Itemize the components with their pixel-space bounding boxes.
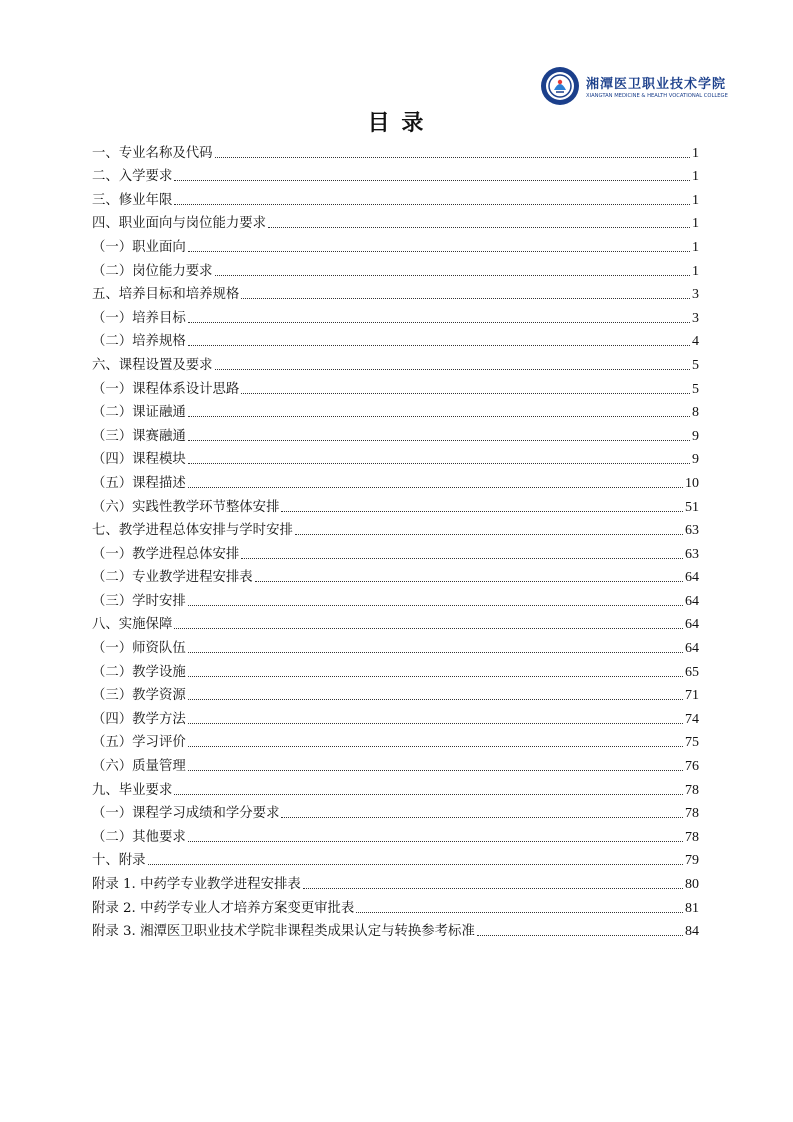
toc-entry-page-number: 3 bbox=[692, 310, 699, 326]
toc-entry-page-number: 4 bbox=[692, 334, 699, 350]
logo-text-cn: 湘潭医卫职业技术学院 bbox=[586, 77, 727, 92]
toc-entry[interactable] bbox=[92, 728, 699, 752]
toc-entry-page-number: 1 bbox=[692, 239, 699, 255]
toc-leader-dots bbox=[477, 935, 683, 936]
toc-leader-dots bbox=[281, 817, 683, 818]
toc-leader-dots bbox=[188, 345, 690, 346]
toc-leader-dots bbox=[188, 841, 683, 842]
toc-entry-page-number: 78 bbox=[685, 782, 699, 798]
toc-entry-page-number: 1 bbox=[692, 192, 699, 208]
toc-leader-dots bbox=[188, 652, 683, 653]
toc-entry-page-number: 5 bbox=[692, 357, 699, 373]
toc-entry[interactable] bbox=[92, 398, 699, 422]
toc-leader-dots bbox=[148, 864, 683, 865]
toc-entry-label: （一）课程学习成绩和学分要求 bbox=[92, 806, 280, 822]
toc-entry[interactable] bbox=[92, 232, 699, 256]
toc-entry-label: 附录 2. 中药学专业人才培养方案变更审批表 bbox=[92, 900, 355, 916]
toc-entry-label: （二）课证融通 bbox=[92, 405, 186, 421]
toc-leader-dots bbox=[215, 157, 690, 158]
toc-entry-label: （一）师资队伍 bbox=[92, 641, 186, 657]
toc-entry-page-number: 8 bbox=[692, 405, 699, 421]
table-of-contents bbox=[92, 138, 699, 940]
toc-entry-label: 五、培养目标和培养规格 bbox=[92, 287, 240, 303]
toc-entry[interactable] bbox=[92, 280, 699, 304]
toc-entry-page-number: 51 bbox=[685, 499, 699, 515]
college-emblem-icon bbox=[540, 66, 580, 106]
toc-entry[interactable] bbox=[92, 516, 699, 540]
toc-entry-page-number: 64 bbox=[685, 570, 699, 586]
toc-leader-dots bbox=[188, 463, 690, 464]
toc-entry[interactable] bbox=[92, 162, 699, 186]
toc-entry[interactable] bbox=[92, 185, 699, 209]
toc-entry-page-number: 84 bbox=[685, 924, 699, 940]
toc-entry-page-number: 1 bbox=[692, 263, 699, 279]
toc-leader-dots bbox=[188, 605, 683, 606]
toc-entry[interactable] bbox=[92, 633, 699, 657]
toc-entry-page-number: 71 bbox=[685, 688, 699, 704]
toc-entry-label: 附录 1. 中药学专业教学进程安排表 bbox=[92, 877, 301, 892]
toc-entry-label: 附录 3. 湘潭医卫职业技术学院非课程类成果认定与转换参考标准 bbox=[92, 924, 475, 940]
toc-entry[interactable] bbox=[92, 586, 699, 610]
toc-entry-page-number: 63 bbox=[685, 546, 699, 562]
college-logo bbox=[540, 66, 728, 106]
toc-entry[interactable] bbox=[92, 657, 699, 681]
toc-entry-label: （二）其他要求 bbox=[92, 829, 186, 845]
toc-entry-label: （二）岗位能力要求 bbox=[92, 263, 213, 279]
toc-entry[interactable] bbox=[92, 799, 699, 823]
toc-entry-page-number: 81 bbox=[685, 900, 699, 916]
toc-entry-page-number: 3 bbox=[692, 287, 699, 303]
toc-entry-page-number: 75 bbox=[685, 735, 699, 751]
toc-entry-label: （四）课程模块 bbox=[92, 452, 186, 468]
toc-entry[interactable] bbox=[92, 209, 699, 233]
toc-entry-label: （二）教学设施 bbox=[92, 664, 186, 680]
toc-entry-page-number: 9 bbox=[692, 452, 699, 468]
logo-text-en: XIANGTAN MEDICINE & HEALTH VOCATIONAL COLLEGE bbox=[586, 93, 728, 99]
toc-entry-page-number: 78 bbox=[685, 829, 699, 845]
toc-entry-label: （三）课赛融通 bbox=[92, 428, 186, 444]
toc-leader-dots bbox=[174, 180, 690, 181]
toc-entry-label: 十、附录 bbox=[92, 853, 146, 869]
toc-entry-page-number: 5 bbox=[692, 381, 699, 397]
toc-entry-label: （一）课程体系设计思路 bbox=[92, 381, 240, 397]
toc-entry[interactable] bbox=[92, 610, 699, 634]
toc-entry[interactable] bbox=[92, 846, 699, 870]
toc-leader-dots bbox=[241, 298, 690, 299]
toc-entry[interactable] bbox=[92, 327, 699, 351]
toc-leader-dots bbox=[303, 888, 683, 889]
toc-entry[interactable] bbox=[92, 563, 699, 587]
toc-leader-dots bbox=[356, 912, 683, 913]
toc-entry[interactable] bbox=[92, 751, 699, 775]
toc-entry-page-number: 64 bbox=[685, 593, 699, 609]
toc-leader-dots bbox=[268, 227, 690, 228]
toc-entry-label: 六、课程设置及要求 bbox=[92, 357, 213, 373]
toc-entry-page-number: 64 bbox=[685, 617, 699, 633]
toc-entry-label: （三）学时安排 bbox=[92, 593, 186, 609]
toc-entry-page-number: 76 bbox=[685, 759, 699, 775]
toc-entry[interactable] bbox=[92, 421, 699, 445]
toc-leader-dots bbox=[188, 322, 690, 323]
toc-entry-label: （三）教学资源 bbox=[92, 688, 186, 704]
toc-entry-label: 八、实施保障 bbox=[92, 617, 173, 633]
toc-entry[interactable] bbox=[92, 138, 699, 162]
toc-entry[interactable] bbox=[92, 893, 699, 917]
toc-leader-dots bbox=[281, 511, 683, 512]
toc-entry-page-number: 63 bbox=[685, 523, 699, 539]
toc-entry[interactable] bbox=[92, 256, 699, 280]
toc-entry-label: （六）实践性教学环节整体安排 bbox=[92, 499, 280, 515]
toc-entry-label: （一）职业面向 bbox=[92, 239, 186, 255]
toc-entry-page-number: 1 bbox=[692, 216, 699, 232]
toc-entry-label: （一）教学进程总体安排 bbox=[92, 546, 240, 562]
toc-leader-dots bbox=[215, 369, 690, 370]
toc-leader-dots bbox=[174, 794, 683, 795]
toc-leader-dots bbox=[188, 770, 683, 771]
toc-entry[interactable] bbox=[92, 822, 699, 846]
toc-entry-page-number: 64 bbox=[685, 641, 699, 657]
toc-leader-dots bbox=[188, 440, 690, 441]
toc-entry[interactable] bbox=[92, 681, 699, 705]
toc-entry-label: （六）质量管理 bbox=[92, 759, 186, 775]
toc-leader-dots bbox=[188, 746, 683, 747]
toc-entry-label: （二）培养规格 bbox=[92, 334, 186, 350]
toc-entry-page-number: 10 bbox=[685, 475, 699, 491]
toc-leader-dots bbox=[188, 723, 683, 724]
toc-entry-label: 三、修业年限 bbox=[92, 192, 173, 208]
toc-leader-dots bbox=[188, 699, 683, 700]
toc-entry[interactable] bbox=[92, 350, 699, 374]
toc-entry-page-number: 1 bbox=[692, 169, 699, 185]
toc-entry-page-number: 65 bbox=[685, 664, 699, 680]
toc-entry[interactable] bbox=[92, 303, 699, 327]
toc-leader-dots bbox=[188, 676, 683, 677]
toc-entry[interactable] bbox=[92, 374, 699, 398]
toc-leader-dots bbox=[174, 204, 690, 205]
toc-entry-label: 九、毕业要求 bbox=[92, 782, 173, 798]
toc-entry[interactable] bbox=[92, 869, 699, 893]
toc-entry[interactable] bbox=[92, 539, 699, 563]
toc-leader-dots bbox=[241, 558, 683, 559]
toc-entry-page-number: 78 bbox=[685, 806, 699, 822]
toc-entry-label: 二、入学要求 bbox=[92, 169, 173, 185]
page-title: 目 录 bbox=[367, 111, 426, 136]
toc-leader-dots bbox=[241, 393, 690, 394]
toc-entry-label: 四、职业面向与岗位能力要求 bbox=[92, 216, 267, 232]
toc-entry[interactable] bbox=[92, 917, 699, 941]
toc-entry-label: （五）课程描述 bbox=[92, 475, 186, 491]
toc-entry-label: （五）学习评价 bbox=[92, 735, 186, 751]
toc-entry-label: （二）专业教学进程安排表 bbox=[92, 570, 253, 586]
toc-entry-page-number: 79 bbox=[685, 853, 699, 869]
toc-leader-dots bbox=[295, 534, 683, 535]
toc-leader-dots bbox=[188, 487, 683, 488]
toc-entry-label: 七、教学进程总体安排与学时安排 bbox=[92, 523, 293, 539]
toc-leader-dots bbox=[215, 275, 690, 276]
toc-entry[interactable] bbox=[92, 775, 699, 799]
toc-leader-dots bbox=[188, 416, 690, 417]
toc-entry[interactable] bbox=[92, 445, 699, 469]
toc-entry[interactable] bbox=[92, 492, 699, 516]
toc-leader-dots bbox=[174, 628, 683, 629]
toc-entry[interactable] bbox=[92, 468, 699, 492]
toc-entry-page-number: 74 bbox=[685, 711, 699, 727]
toc-entry-label: （四）教学方法 bbox=[92, 711, 186, 727]
toc-leader-dots bbox=[188, 251, 690, 252]
toc-entry-page-number: 80 bbox=[685, 877, 699, 892]
toc-entry-label: 一、专业名称及代码 bbox=[92, 145, 213, 161]
toc-entry-label: （一）培养目标 bbox=[92, 310, 186, 326]
toc-leader-dots bbox=[255, 581, 683, 582]
toc-entry-page-number: 9 bbox=[692, 428, 699, 444]
toc-entry[interactable] bbox=[92, 704, 699, 728]
toc-entry-page-number: 1 bbox=[692, 145, 699, 161]
